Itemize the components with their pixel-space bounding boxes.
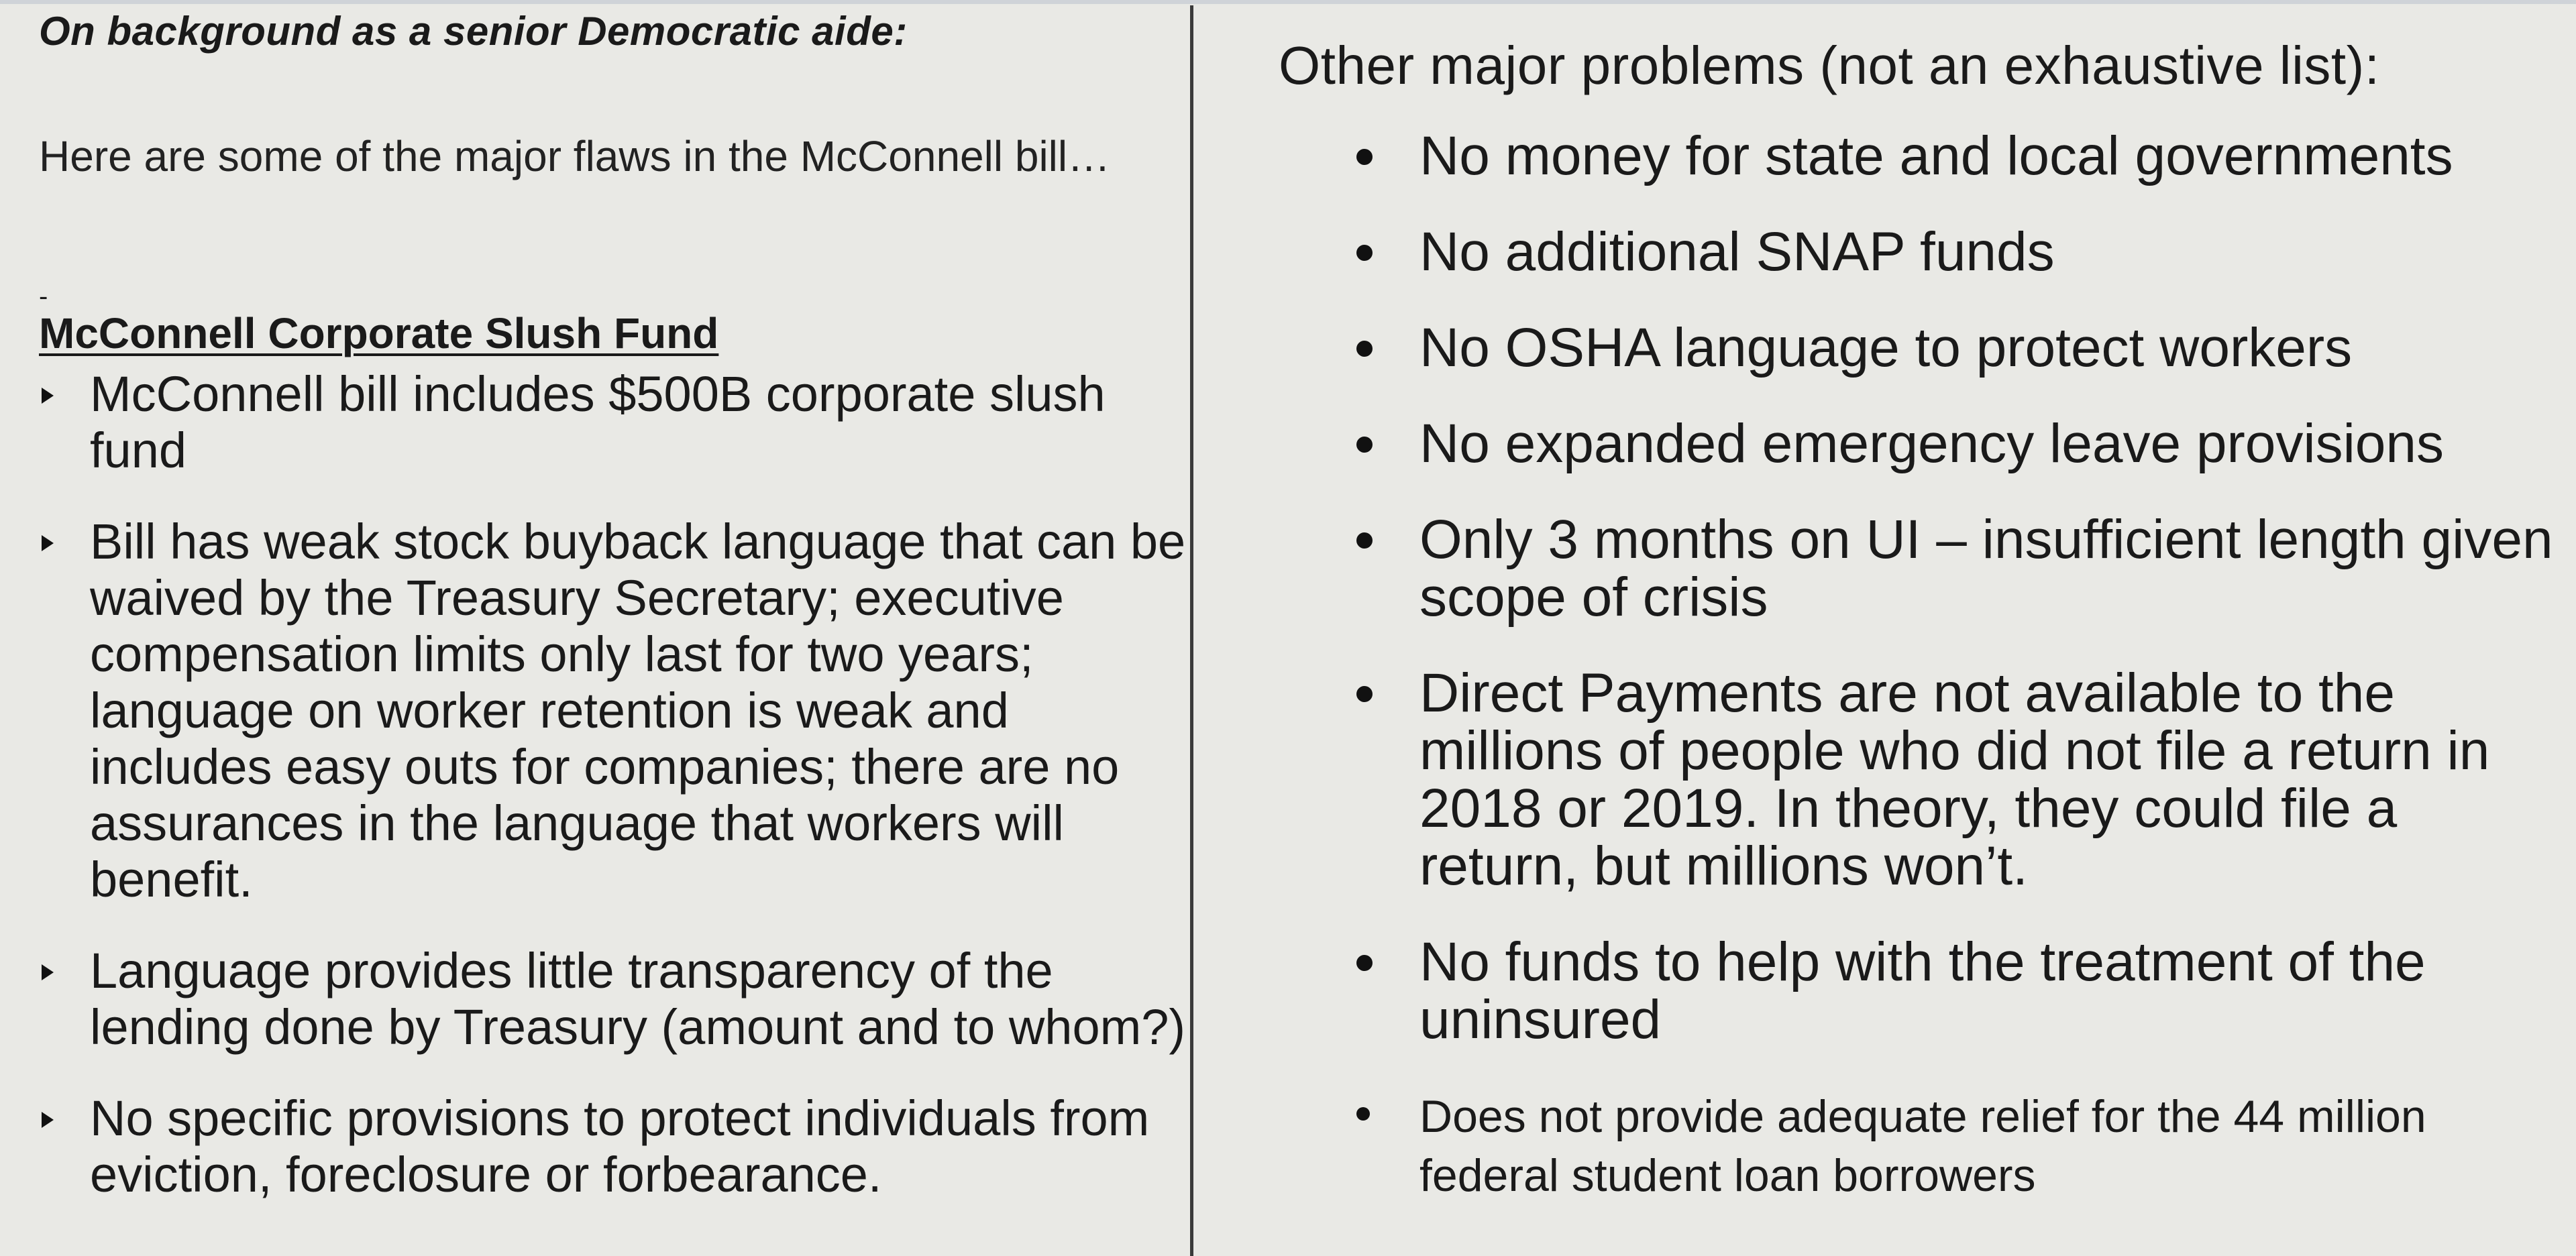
intro-text: Here are some of the major flaws in the McConnell bill…: [39, 132, 1111, 180]
flaw-text: Bill has weak stock buyback language that can be waived by the Treasury Secretary; executive compensation limits only last for two years; language on worker retention is weak and includes easy outs for companies; there are no assurances in the language that workers will benefit.: [90, 514, 1186, 907]
left-column: [39, 0, 1186, 1256]
bullet-dot-icon: [1356, 686, 1373, 702]
right-column: [1279, 0, 2567, 1256]
bullet-dot-icon: [1356, 149, 1373, 165]
triangle-bullet-icon: [42, 1112, 54, 1128]
problem-item: [1279, 665, 2567, 895]
triangle-bullet-icon: [42, 388, 54, 404]
problem-text: Direct Payments are not available to the millions of people who did not file a return in 2018 or 2019. In theory, they could file a return, but millions won’t.: [1419, 663, 2490, 897]
problem-list: [1279, 127, 2567, 1243]
bullet-dot-icon: [1356, 437, 1373, 453]
problems-heading: Other major problems (not an exhaustive list):: [1279, 36, 2380, 95]
problem-text: No expanded emergency leave provisions: [1419, 413, 2445, 474]
bullet-dot-icon: [1356, 532, 1373, 549]
triangle-bullet-icon: [42, 535, 54, 551]
bullet-dot-icon: [1356, 341, 1373, 357]
problem-item: [1279, 511, 2567, 626]
bullet-dot-icon: [1356, 955, 1373, 971]
aside-heading: On background as a senior Democratic aide:: [39, 9, 908, 54]
problem-item: [1279, 223, 2567, 281]
problem-item: [1279, 415, 2567, 473]
bullet-dot-icon: [1356, 1107, 1370, 1121]
column-divider: [1190, 5, 1193, 1256]
problem-text: No OSHA language to protect workers: [1419, 317, 2353, 378]
flaw-item: [39, 943, 1193, 1055]
flaw-item: [39, 1090, 1193, 1203]
flaw-item: [39, 514, 1193, 908]
section-title: McConnell Corporate Slush Fund: [39, 309, 719, 357]
triangle-bullet-icon: [42, 964, 54, 980]
flaw-list: [39, 366, 1193, 1238]
dash-mark: -: [39, 282, 48, 311]
problem-item: [1279, 319, 2567, 377]
flaw-text: McConnell bill includes $500B corporate slush fund: [90, 366, 1106, 478]
flaw-text: No specific provisions to protect individuals from eviction, foreclosure or forbearance.: [90, 1090, 1150, 1202]
flaw-text: Language provides little transparency of the lending done by Treasury (amount and to whom?): [90, 943, 1186, 1055]
problem-text: Only 3 months on UI – insufficient length given scope of crisis: [1419, 509, 2553, 628]
problem-text: No money for state and local governments: [1419, 125, 2453, 186]
flaw-item: [39, 366, 1193, 479]
problem-item: [1279, 1087, 2567, 1205]
problem-item: [1279, 933, 2567, 1049]
bullet-dot-icon: [1356, 245, 1373, 261]
problem-text: Does not provide adequate relief for the 44 million federal student loan borrowers: [1419, 1091, 2426, 1201]
problem-item: [1279, 127, 2567, 185]
problem-text: No funds to help with the treatment of the uninsured: [1419, 931, 2426, 1050]
problem-text: No additional SNAP funds: [1419, 221, 2055, 282]
